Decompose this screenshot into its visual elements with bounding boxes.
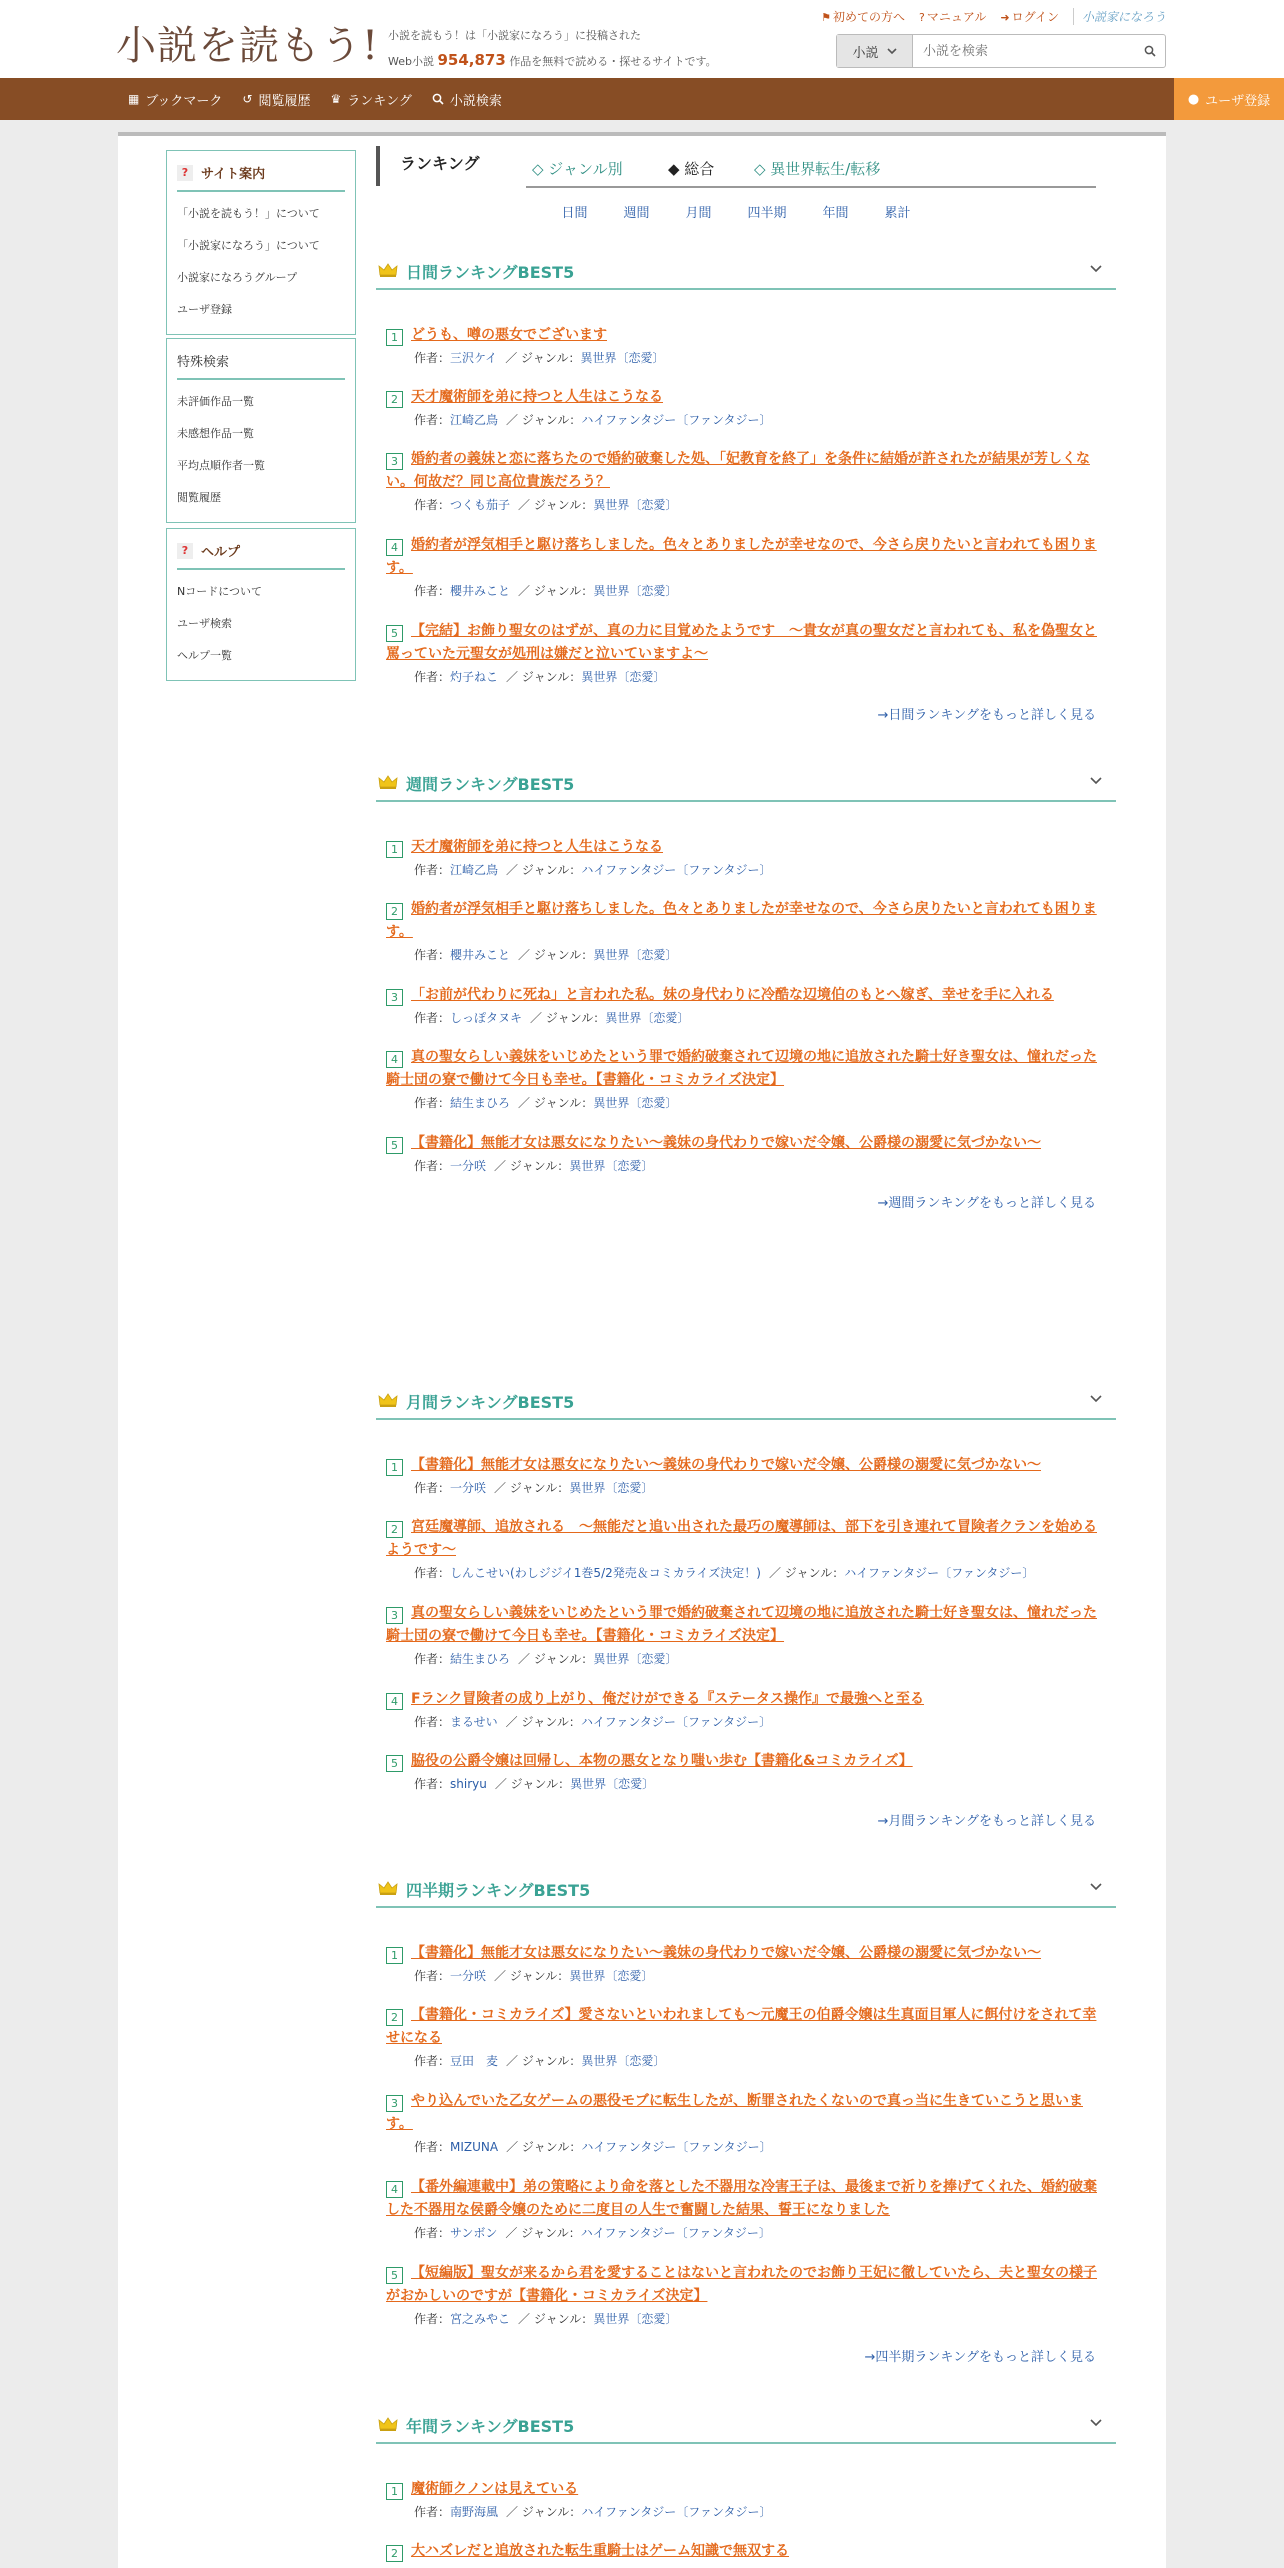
- genre-link[interactable]: 異世界〔恋愛〕: [580, 351, 665, 365]
- ranking-item: [386, 1046, 1106, 1114]
- novel-meta: [386, 666, 1106, 688]
- genre-label: ／ ジャンル：: [518, 948, 594, 962]
- rank-number: 3: [386, 2095, 403, 2112]
- main-navbar: [0, 78, 1284, 120]
- more-ranking-link[interactable]: →日間ランキングをもっと詳しく見る: [877, 708, 1096, 723]
- novel-title: やり込んでいた乙女ゲームの悪役モブに転生したが、断罪されたくないので真っ当に生きていこうと思います。: [386, 2093, 1083, 2132]
- rank-number: 3: [386, 1607, 403, 1624]
- novel-meta: [386, 1477, 1106, 1499]
- nav-bookmark-label: ブックマーク: [145, 93, 223, 109]
- novel-title-link[interactable]: [386, 1519, 1097, 1558]
- genre-link[interactable]: 異世界〔恋愛〕: [593, 1096, 678, 1110]
- novel-meta: [386, 2050, 1106, 2072]
- work-count: 954,873: [437, 51, 506, 69]
- ranking-item: [386, 386, 1106, 431]
- novel-title-link[interactable]: [386, 987, 1054, 1003]
- author-link[interactable]: まるせい: [450, 1715, 498, 1729]
- nav-bookmark[interactable]: [128, 90, 222, 109]
- genre-link[interactable]: 異世界〔恋愛〕: [605, 1011, 690, 1025]
- history-icon: ↺: [242, 92, 253, 106]
- author-label: 作者：: [414, 1159, 451, 1173]
- author-link[interactable]: 櫻井みこと: [450, 948, 511, 962]
- genre-label: ／ ジャンル：: [506, 863, 582, 877]
- crown-icon: [378, 1392, 398, 1411]
- rank-number: 2: [386, 391, 403, 408]
- sidebar-link-avg-score[interactable]: 平均点順作者一覧: [177, 459, 265, 472]
- novel-title: 婚約者が浮気相手と駆け落ちしました。色々とありましたが幸せなので、今さら戻りたいと言われても困ります。: [386, 901, 1097, 940]
- author-label: 作者：: [414, 2054, 451, 2068]
- novel-title-link[interactable]: [386, 1945, 1041, 1961]
- author-label: 作者：: [414, 1481, 451, 1495]
- login-icon: ➜: [1000, 11, 1010, 24]
- author-link[interactable]: 江崎乙鳥: [450, 413, 499, 427]
- genre-label: ／ ジャンル：: [505, 1715, 581, 1729]
- novel-title-link[interactable]: [386, 1691, 924, 1707]
- novel-meta: [386, 2501, 1106, 2523]
- novel-title: 婚約者が浮気相手と駆け落ちしました。色々とありましたが幸せなので、今さら戻りたいと言われても困ります。: [386, 537, 1097, 576]
- author-label: 作者：: [414, 2312, 451, 2326]
- nav-search-label: 小説検索: [449, 93, 502, 109]
- author-link[interactable]: 一分咲: [450, 1969, 487, 1983]
- sidebar-link-about-yomou[interactable]: 「小説を読もう！」について: [177, 207, 320, 220]
- novel-title: 大ハズレだと追放された転生重騎士はゲーム知識で無双する: [411, 2543, 789, 2559]
- chevron-down-icon[interactable]: [1090, 774, 1102, 788]
- nav-ranking-label: ランキング: [347, 93, 412, 109]
- novel-meta: [386, 2308, 1106, 2330]
- genre-label: ／ ジャンル：: [530, 1011, 606, 1025]
- genre-label: ／ ジャンル：: [506, 413, 582, 427]
- rank-number: 3: [386, 989, 403, 1006]
- sidebar-link-history[interactable]: 閲覧履歴: [177, 491, 221, 504]
- genre-label: ／ ジャンル：: [518, 1096, 594, 1110]
- ranking-item: [386, 324, 1106, 369]
- rank-number: 1: [386, 841, 403, 858]
- site-guide-box: [166, 150, 356, 335]
- novel-title-link[interactable]: [386, 1605, 1097, 1644]
- genre-link[interactable]: ハイファンタジー〔ファンタジー〕: [580, 1715, 772, 1729]
- novel-title-link[interactable]: [386, 839, 663, 855]
- period-yearly[interactable]: 年間: [822, 206, 849, 221]
- novel-meta: [386, 2136, 1106, 2158]
- question-icon: ?: [177, 543, 193, 559]
- search-type-value: 小説: [852, 45, 879, 61]
- genre-label: ／ ジャンル：: [494, 1777, 571, 1791]
- genre-link[interactable]: ハイファンタジー〔ファンタジー〕: [844, 1566, 1035, 1580]
- nav-history-label: 閲覧履歴: [258, 93, 311, 109]
- section-header[interactable]: [376, 766, 1116, 802]
- chevron-down-icon[interactable]: [1090, 2416, 1102, 2430]
- novel-title: 【書籍化】無能才女は悪女になりたい～義妹の身代わりで嫁いだ令嬢、公爵様の溺愛に気づかない～: [411, 1945, 1041, 1961]
- nav-ranking[interactable]: [331, 90, 412, 109]
- period-total[interactable]: 累計: [884, 206, 911, 221]
- genre-label: ／ ジャンル：: [518, 498, 594, 512]
- novel-title-link[interactable]: [386, 2265, 1097, 2304]
- author-link[interactable]: 三沢ケイ: [450, 351, 498, 365]
- novel-title-link[interactable]: [386, 1753, 913, 1769]
- genre-link[interactable]: 異世界〔恋愛〕: [593, 2312, 678, 2326]
- author-link[interactable]: しっぽタヌキ: [450, 1011, 523, 1025]
- tagline-line-1: 小説を読もう！は「小説家になろう」に投稿された: [388, 29, 641, 42]
- tab-underline: [526, 186, 1096, 188]
- novel-meta: [386, 409, 1106, 431]
- sidebar-link-user-register[interactable]: ユーザ登録: [177, 303, 232, 316]
- author-link[interactable]: MIZUNA: [450, 2140, 499, 2154]
- author-label: 作者：: [414, 1096, 451, 1110]
- sidebar-link-no-review[interactable]: 未感想作品一覧: [177, 427, 254, 440]
- author-label: 作者：: [414, 2140, 451, 2154]
- period-daily[interactable]: 日間: [561, 206, 588, 221]
- register-button[interactable]: [1174, 78, 1284, 120]
- ranking-item: [386, 2090, 1106, 2158]
- tab-isekai[interactable]: ◇ 異世界転生/転移: [754, 160, 881, 178]
- novel-title: 婚約者の義妹と恋に落ちたので婚約破棄した処、「妃教育を終了」を条件に結婚が許されたが結果が芳しくない。何故だ？同じ高位貴族だろう？: [386, 451, 1090, 490]
- novel-title-link[interactable]: [386, 451, 1090, 490]
- novel-title-link[interactable]: [386, 1135, 1041, 1151]
- novel-title-link[interactable]: [386, 901, 1097, 940]
- genre-link[interactable]: 異世界〔恋愛〕: [570, 1777, 655, 1791]
- ranking-item: [386, 2478, 1106, 2523]
- special-search-box: [166, 338, 356, 523]
- author-label: 作者：: [414, 413, 451, 427]
- author-link[interactable]: つくも茄子: [450, 498, 511, 512]
- rank-number: 2: [386, 2009, 403, 2026]
- novel-title: 【短編版】聖女が来るから君を愛することはないと言われたのでお飾り王妃に徹していたら、夫と聖女の様子がおかしいのですが【書籍化・コミカライズ決定】: [386, 2265, 1097, 2304]
- genre-label: ／ ジャンル：: [518, 1652, 594, 1666]
- help-box: [166, 528, 356, 681]
- genre-label: ／ ジャンル：: [494, 1159, 570, 1173]
- sidebar-link-about-narou[interactable]: 「小説家になろう」について: [177, 239, 320, 252]
- rank-number: 2: [386, 903, 403, 920]
- rank-number: 5: [386, 1137, 403, 1154]
- rank-number: 4: [386, 1051, 403, 1068]
- author-link[interactable]: 櫻井みこと: [450, 584, 511, 598]
- genre-label: ／ ジャンル：: [518, 2312, 594, 2326]
- site-guide-title-text: サイト案内: [201, 167, 266, 182]
- site-tagline: [388, 24, 717, 74]
- flag-icon: ⚑: [821, 11, 831, 24]
- author-label: 作者：: [414, 498, 451, 512]
- register-label: ユーザ登録: [1205, 93, 1271, 109]
- genre-link[interactable]: 異世界〔恋愛〕: [593, 498, 678, 512]
- question-icon: ?: [177, 165, 193, 181]
- novel-meta: [386, 494, 1106, 516]
- novel-title: 真の聖女らしい義妹をいじめたという罪で婚約破棄されて辺境の地に追放された騎士好き聖女は、憧れだった騎士団の寮で働けて今日も幸せ。【書籍化・コミカライズ決定】: [386, 1605, 1097, 1644]
- novel-title: 天才魔術師を弟に持つと人生はこうなる: [411, 839, 663, 855]
- rank-number: 2: [386, 1521, 403, 1538]
- genre-label: ／ ジャンル：: [494, 1481, 570, 1495]
- author-label: 作者：: [414, 584, 451, 598]
- author-link[interactable]: 灼子ねこ: [450, 670, 499, 684]
- author-link[interactable]: 一分咲: [450, 1481, 487, 1495]
- tagline-line-2: [388, 48, 717, 74]
- rank-number: 4: [386, 2181, 403, 2198]
- author-label: 作者：: [414, 2226, 451, 2240]
- genre-link[interactable]: 異世界〔恋愛〕: [581, 2054, 666, 2068]
- rank-number: 5: [386, 625, 403, 642]
- author-link[interactable]: しんこせい(わしジジイ1巻5/2発売＆コミカライズ決定！): [450, 1566, 761, 1580]
- genre-link[interactable]: 異世界〔恋愛〕: [581, 670, 666, 684]
- author-label: 作者：: [414, 1715, 451, 1729]
- page-area: [118, 132, 1166, 2568]
- ranking-item: [386, 2004, 1106, 2072]
- genre-link[interactable]: ハイファンタジー〔ファンタジー〕: [581, 2505, 772, 2519]
- genre-link[interactable]: 異世界〔恋愛〕: [593, 1652, 678, 1666]
- genre-link[interactable]: ハイファンタジー〔ファンタジー〕: [581, 2140, 772, 2154]
- genre-label: ／ ジャンル：: [506, 2140, 582, 2154]
- novel-meta: [386, 1562, 1106, 1584]
- manual-link[interactable]: [919, 8, 986, 25]
- author-label: 作者：: [414, 1969, 451, 1983]
- search-input[interactable]: [913, 35, 1135, 67]
- novel-meta: [386, 2222, 1106, 2244]
- sidebar-link-narou-group[interactable]: 小説家になろうグループ: [177, 271, 298, 284]
- ranking-item: [386, 1688, 1106, 1733]
- narou-logo-link[interactable]: 小説家になろう: [1073, 8, 1166, 25]
- novel-meta: [386, 580, 1106, 602]
- novel-title-link[interactable]: [386, 2093, 1083, 2132]
- novel-title-link[interactable]: [386, 327, 607, 343]
- period-weekly[interactable]: 週間: [623, 206, 650, 221]
- ranking-item: [386, 620, 1106, 688]
- author-link[interactable]: 結生まひろ: [450, 1652, 511, 1666]
- ranking-item: [386, 1750, 1106, 1795]
- more-ranking-link[interactable]: →月間ランキングをもっと詳しく見る: [877, 1814, 1096, 1829]
- novel-title-link[interactable]: [386, 389, 663, 405]
- genre-link[interactable]: 異世界〔恋愛〕: [593, 584, 678, 598]
- novel-title-link[interactable]: [386, 2543, 789, 2559]
- section-title: 日間ランキングBEST5: [406, 262, 575, 282]
- novel-title-link[interactable]: [386, 2481, 578, 2497]
- help-title: [177, 537, 345, 570]
- novel-meta: [386, 1007, 1106, 1029]
- crown-icon: [378, 262, 398, 281]
- tagline-suffix: 作品を無料で読める・探せるサイトです。: [509, 55, 717, 68]
- author-label: 作者：: [414, 863, 451, 877]
- genre-label: ／ ジャンル：: [768, 1566, 845, 1580]
- rank-number: 2: [386, 2545, 403, 2562]
- chevron-down-icon: [887, 47, 897, 55]
- search-box: [836, 34, 1166, 68]
- author-label: 作者：: [414, 1777, 451, 1791]
- genre-label: ／ ジャンル：: [506, 2054, 582, 2068]
- novel-meta: [386, 347, 1106, 369]
- novel-title: 天才魔術師を弟に持つと人生はこうなる: [411, 389, 663, 405]
- author-label: 作者：: [414, 670, 451, 684]
- question-circle-icon: ?: [918, 11, 925, 24]
- genre-label: ／ ジャンル：: [518, 584, 594, 598]
- novel-meta: [386, 1773, 1106, 1795]
- period-monthly[interactable]: 月間: [685, 206, 712, 221]
- ranking-item: [386, 836, 1106, 881]
- author-label: 作者：: [414, 2505, 451, 2519]
- ranking-item: [386, 1602, 1106, 1670]
- novel-title: 【書籍化】無能才女は悪女になりたい～義妹の身代わりで嫁いだ令嬢、公爵様の溺愛に気づかない～: [411, 1457, 1041, 1473]
- novel-title: 【番外編連載中】弟の策略により命を落とした不器用な冷害王子は、最後まで祈りを捧げてくれた、婚約破棄した不器用な侯爵令嬢のために二度目の人生で奮闘した結果、誓王になりました: [386, 2179, 1097, 2218]
- novel-title-link[interactable]: [386, 537, 1097, 576]
- author-link[interactable]: 一分咲: [450, 1159, 487, 1173]
- novel-meta: [386, 1711, 1106, 1733]
- section-title: 四半期ランキングBEST5: [406, 1880, 591, 1900]
- section-header[interactable]: [376, 254, 1116, 290]
- nav-items: [128, 78, 502, 120]
- sidebar-link-ncode[interactable]: Nコードについて: [177, 585, 263, 598]
- genre-label: ／ ジャンル：: [505, 351, 581, 365]
- site-logo[interactable]: 小説を読もう!: [116, 23, 380, 69]
- chevron-down-icon[interactable]: [1090, 1880, 1102, 1894]
- novel-meta: [386, 1965, 1106, 1987]
- crown-icon: [378, 1880, 398, 1899]
- top-links: [821, 8, 1166, 25]
- sidebar-link-user-search[interactable]: ユーザ検索: [177, 617, 232, 630]
- author-link[interactable]: 結生まひろ: [450, 1096, 511, 1110]
- more-ranking-link[interactable]: →四半期ランキングをもっと詳しく見る: [864, 2350, 1096, 2365]
- tab-genre[interactable]: ◇ ジャンル別: [532, 160, 623, 178]
- list-icon: ▦: [128, 92, 140, 106]
- beginners-label: 初めての方へ: [832, 10, 905, 24]
- login-link[interactable]: [1000, 8, 1059, 25]
- chevron-down-icon[interactable]: [1090, 262, 1102, 276]
- site-header: [0, 0, 1284, 78]
- rank-number: 1: [386, 1459, 403, 1476]
- sidebar-link-unrated[interactable]: 未評価作品一覧: [177, 395, 254, 408]
- author-label: 作者：: [414, 1652, 451, 1666]
- tab-ranking: ランキング: [376, 146, 480, 186]
- section-header[interactable]: [376, 1384, 1116, 1420]
- novel-meta: [386, 1155, 1106, 1177]
- genre-label: ／ ジャンル：: [505, 2226, 581, 2240]
- ranking-item: [386, 1942, 1106, 1987]
- novel-meta: [386, 944, 1106, 966]
- novel-title: どうも、噂の悪女でございます: [411, 327, 607, 343]
- author-link[interactable]: 宮之みやこ: [450, 2312, 511, 2326]
- novel-title: 【書籍化・コミカライズ】愛さないといわれましても～元魔王の伯爵令嬢は生真面目軍人に餌付けをされて幸せになる: [386, 2007, 1097, 2046]
- novel-title: 魔術師クノンは見えている: [411, 2481, 579, 2497]
- genre-link[interactable]: ハイファンタジー〔ファンタジー〕: [580, 2226, 771, 2240]
- tagline-prefix: Web小説: [388, 55, 434, 68]
- section-title: 月間ランキングBEST5: [406, 1392, 575, 1412]
- novel-title: 【完結】お飾り聖女のはずが、真の力に目覚めたようです ～貴女が真の聖女だと言われても、私を偽聖女と罵っていた元聖女が処刑は嫌だと泣いていますよ～: [386, 623, 1097, 662]
- genre-link[interactable]: 異世界〔恋愛〕: [593, 948, 678, 962]
- author-link[interactable]: 江崎乙鳥: [450, 863, 499, 877]
- rank-number: 5: [386, 1755, 403, 1772]
- crown-icon: ♛: [330, 92, 342, 106]
- ranking-item: [386, 984, 1106, 1029]
- nav-history[interactable]: [242, 90, 310, 109]
- novel-title-link[interactable]: [386, 623, 1097, 662]
- author-link[interactable]: 南野海風: [450, 2505, 499, 2519]
- novel-meta: [386, 1092, 1106, 1114]
- genre-link[interactable]: ハイファンタジー〔ファンタジー〕: [581, 863, 772, 877]
- author-label: 作者：: [414, 1011, 451, 1025]
- rank-number: 4: [386, 1693, 403, 1710]
- genre-link[interactable]: 異世界〔恋愛〕: [569, 1481, 654, 1495]
- novel-title-link[interactable]: [386, 1457, 1041, 1473]
- novel-title: 脇役の公爵令嬢は回帰し、本物の悪女となり嗤い歩む【書籍化&コミカライズ】: [411, 1753, 913, 1769]
- novel-title: 【書籍化】無能才女は悪女になりたい～義妹の身代わりで嫁いだ令嬢、公爵様の溺愛に気づかない～: [411, 1135, 1041, 1151]
- more-ranking-link[interactable]: →週間ランキングをもっと詳しく見る: [877, 1196, 1096, 1211]
- author-label: 作者：: [414, 1566, 451, 1580]
- rank-number: 1: [386, 329, 403, 346]
- rank-number: 3: [386, 453, 403, 470]
- rank-number: 1: [386, 1947, 403, 1964]
- rank-number: 1: [386, 2483, 403, 2500]
- help-title-text: ヘルプ: [201, 545, 241, 560]
- genre-label: ／ ジャンル：: [494, 1969, 570, 1983]
- crown-icon: [378, 2416, 398, 2435]
- special-search-title: 特殊検索: [177, 347, 345, 380]
- author-link[interactable]: shiryu: [450, 1777, 487, 1791]
- author-label: 作者：: [414, 948, 451, 962]
- period-links: [376, 202, 1096, 221]
- novel-title-link[interactable]: [386, 1049, 1097, 1088]
- novel-title: 真の聖女らしい義妹をいじめたという罪で婚約破棄されて辺境の地に追放された騎士好き聖女は、憧れだった騎士団の寮で働けて今日も幸せ。【書籍化・コミカライズ決定】: [386, 1049, 1097, 1088]
- search-button[interactable]: [1135, 35, 1165, 67]
- section-title: 年間ランキングBEST5: [406, 2416, 575, 2436]
- beginners-link[interactable]: [821, 8, 905, 25]
- chevron-down-icon[interactable]: [1090, 1392, 1102, 1406]
- novel-meta: [386, 859, 1106, 881]
- ranking-item: [386, 898, 1106, 966]
- crown-icon: [378, 774, 398, 793]
- novel-meta: [386, 1648, 1106, 1670]
- search-icon: [1144, 45, 1156, 57]
- ranking-item: [386, 2262, 1106, 2330]
- novel-title: 「お前が代わりに死ね」と言われた私。妹の身代わりに冷酷な辺境伯のもとへ嫁ぎ、幸せを手に入れる: [411, 987, 1054, 1003]
- rank-number: 5: [386, 2267, 403, 2284]
- ranking-item: [386, 534, 1106, 602]
- novel-title-link[interactable]: [386, 2179, 1097, 2218]
- ranking-item: [386, 1516, 1106, 1584]
- novel-title-link[interactable]: [386, 2007, 1096, 2046]
- search-type-select[interactable]: [837, 35, 913, 67]
- author-link[interactable]: 豆田 麦: [450, 2054, 499, 2068]
- novel-title: Fランク冒険者の成り上がり、俺だけができる『ステータス操作』で最強へと至る: [411, 1691, 925, 1707]
- manual-label: マニュアル: [926, 10, 987, 24]
- author-label: 作者：: [414, 351, 451, 365]
- period-quarterly[interactable]: 四半期: [747, 206, 787, 221]
- ranking-item: [386, 1454, 1106, 1499]
- ranking-item: [386, 1132, 1106, 1177]
- genre-label: ／ ジャンル：: [506, 2505, 582, 2519]
- ranking-item: [386, 2540, 1106, 2563]
- ranking-item: [386, 448, 1106, 516]
- genre-link[interactable]: 異世界〔恋愛〕: [569, 1159, 654, 1173]
- section-header[interactable]: [376, 2408, 1116, 2444]
- genre-link[interactable]: 異世界〔恋愛〕: [569, 1969, 654, 1983]
- rank-number: 4: [386, 539, 403, 556]
- author-link[interactable]: サンボン: [450, 2226, 498, 2240]
- novel-title: 宮廷魔導師、追放される ～無能だと追い出された最巧の魔導師は、部下を引き連れて冒険者クランを始めるようです～: [386, 1519, 1097, 1558]
- genre-link[interactable]: ハイファンタジー〔ファンタジー〕: [581, 413, 772, 427]
- ranking-item: [386, 2176, 1106, 2244]
- search-icon: [432, 93, 444, 105]
- user-icon: ●: [1187, 91, 1200, 107]
- site-guide-title: [177, 159, 345, 192]
- genre-label: ／ ジャンル：: [506, 670, 582, 684]
- tab-overall[interactable]: ◆ 総合: [668, 160, 715, 178]
- ranking-tabs: [376, 146, 1096, 192]
- sidebar-link-help-list[interactable]: ヘルプ一覧: [177, 649, 232, 662]
- login-label: ログイン: [1011, 10, 1059, 24]
- nav-search[interactable]: [432, 90, 502, 109]
- section-header[interactable]: [376, 1872, 1116, 1908]
- section-title: 週間ランキングBEST5: [406, 774, 575, 794]
